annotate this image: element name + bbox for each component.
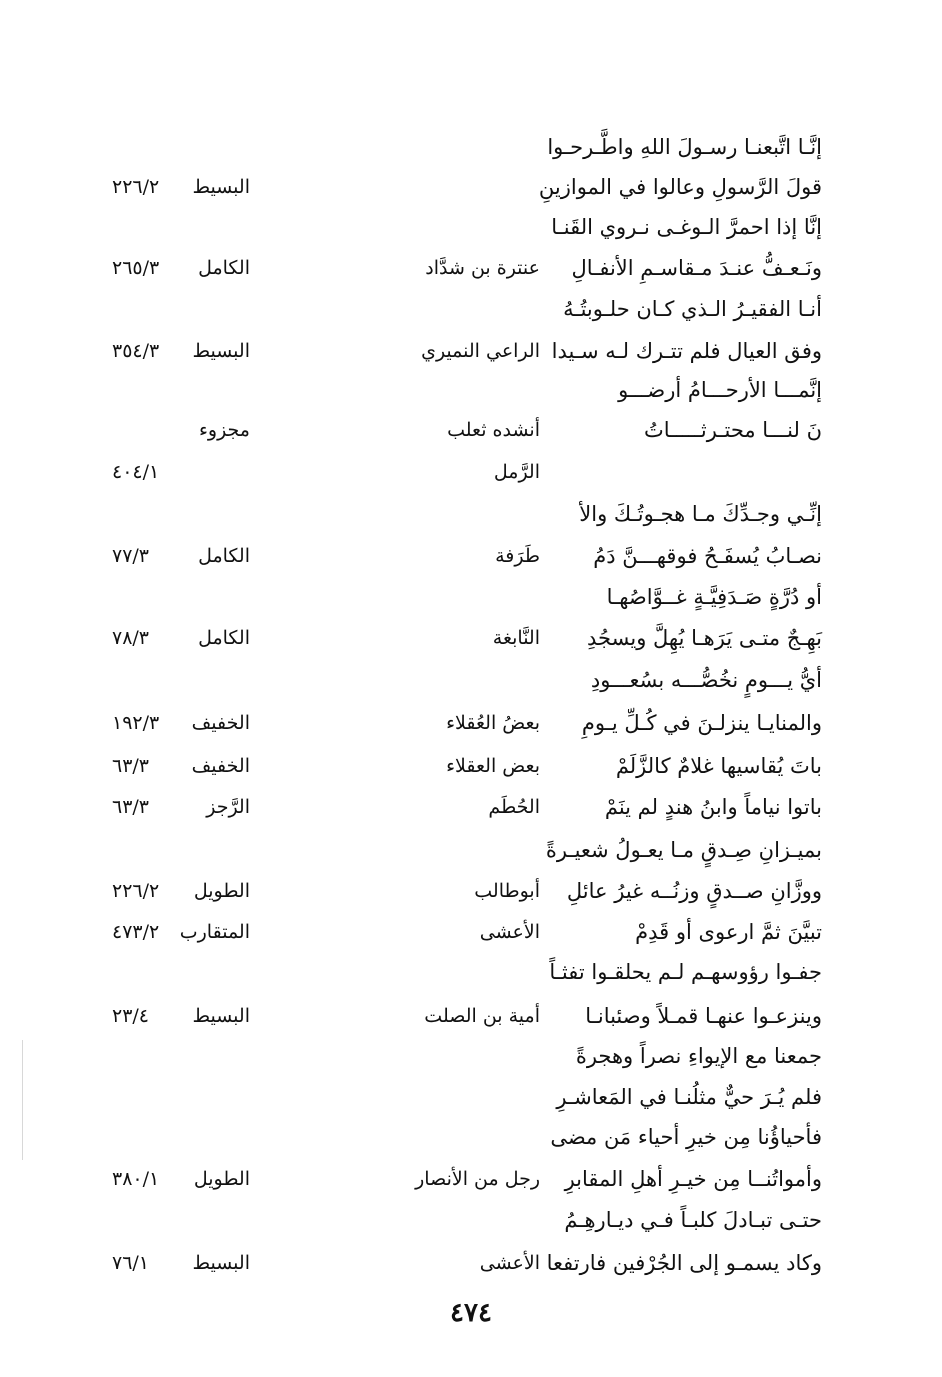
meter-name: المتقارب [179, 921, 250, 943]
volume-page-reference: ٣٨٠/١ [112, 1168, 160, 1190]
verse-row [0, 1036, 942, 1076]
verse-row [0, 331, 942, 371]
verse-row [0, 494, 942, 534]
verse-row [0, 1243, 942, 1283]
verse-text: إنَّمـــا الأرحـــامُ أرضـــو [618, 378, 822, 402]
meter-name: الرَّجز [206, 796, 250, 818]
poet-name: الراعي النميري [421, 340, 540, 362]
poet-name: الرَّمل [493, 461, 540, 483]
verse-text: إنَّـا اتَّبعنـا رسـولَ اللهِ واطَّـرحـوا [547, 135, 822, 159]
meter-name: الخفيف [191, 755, 250, 777]
verse-text: نَ لنـــا محتـرثـــــاتُ [643, 418, 822, 442]
verse-text: حتـى تبـادلَ كلبـاً فـي ديـارهِـمُ [564, 1208, 822, 1232]
page-number: ٤٧٤ [450, 1298, 492, 1328]
verse-row [0, 618, 942, 658]
meter-name: الكامل [198, 627, 250, 649]
verse-row [0, 746, 942, 786]
verse-text: باتَ يُقاسيها غلامٌ كالزَّلَمْ [615, 754, 822, 778]
verse-text: نصـابُ يُسفَـحُ فوقهـــنَّ دَمُ [593, 544, 822, 568]
volume-page-reference: ٤٧٣/٢ [112, 921, 160, 943]
volume-page-reference: ٢٢٦/٢ [112, 176, 160, 198]
verse-row [0, 1077, 942, 1117]
verse-row [0, 207, 942, 247]
volume-page-reference: ٦٣/٣ [112, 755, 150, 777]
poet-name: الأعشى [479, 1252, 540, 1274]
verse-row [0, 996, 942, 1036]
poet-name: النَّابغة [492, 627, 540, 649]
verse-text: إنَّا إذا احمرَّ الـوغـى نـروي القَنـا [551, 215, 822, 239]
poet-name: أمية بن الصلت [424, 1005, 540, 1027]
verse-text: إنِّـي وجـدِّكَ مـا هجـوتُـكَ والأ [579, 502, 822, 526]
volume-page-reference: ٧٦/١ [112, 1252, 150, 1274]
volume-page-reference: ٧٨/٣ [112, 627, 150, 649]
poet-name: الحُطَم [488, 796, 540, 818]
poet-name: الأعشى [479, 921, 540, 943]
verse-text: وكاد يسمـو إلى الجُرْفين فارتفعا [546, 1251, 822, 1275]
verse-text: تبيَّنَ ثمَّ ارعوى أو قَدِمْ [635, 920, 822, 944]
volume-page-reference: ٢٦٥/٣ [112, 257, 160, 279]
poet-name: بعض العقلاء [446, 755, 540, 777]
verse-row [0, 577, 942, 617]
meter-name: مجزوء [198, 419, 250, 441]
volume-page-reference: ٢٢٦/٢ [112, 880, 160, 902]
verse-row [0, 830, 942, 870]
verse-text: فأحياؤُنا مِن خيرِ أحياء مَن مضى [550, 1125, 822, 1149]
verse-text: جفـوا رؤوسهـم لـم يحلقـوا تفثـاً [549, 960, 822, 984]
verse-row [0, 127, 942, 167]
meter-name: البسيط [192, 1252, 250, 1274]
verse-text: وفق العيال فلم تتـرك لـه سـيدا [551, 339, 822, 363]
meter-name: الطويل [193, 880, 250, 902]
verse-row [0, 410, 942, 450]
verse-row [0, 703, 942, 743]
verse-row [0, 952, 942, 992]
verse-text: أو دُرَّةٍ صَـدَفِيَّـةٍ غــوَّاصُهـا [606, 585, 822, 609]
verse-text: باتوا نياماً وابنُ هندٍ لم ينَمْ [604, 795, 822, 819]
meter-name: الخفيف [191, 712, 250, 734]
verse-row [0, 167, 942, 207]
verse-row [0, 787, 942, 827]
verse-text: والمنايـا ينزلـنَ في كُـلِّ يـومِ [581, 711, 822, 735]
meter-name: الطويل [193, 1168, 250, 1190]
volume-page-reference: ٦٣/٣ [112, 796, 150, 818]
volume-page-reference: ١٩٢/٣ [112, 712, 160, 734]
poet-name: بعضُ العُقلاء [446, 712, 540, 734]
verse-text: بميـزانِ صِـدقٍ مـا يعـولُ شعيـرةً [545, 838, 822, 862]
poet-name: رجل من الأنصار [415, 1168, 540, 1190]
verse-text: ووزَّانِ صــدقٍ وزنُــه غيرُ عائلِ [566, 879, 822, 903]
poet-name: أبوطالب [474, 880, 540, 902]
verse-row [0, 248, 942, 288]
verse-row [0, 536, 942, 576]
verse-text: فلم يُـرَ حيٌّ مثلُنـا في المَعاشـرِ [556, 1085, 822, 1109]
meter-name: البسيط [192, 340, 250, 362]
meter-name: البسيط [192, 176, 250, 198]
verse-row [0, 912, 942, 952]
volume-page-reference: ٧٧/٣ [112, 545, 150, 567]
volume-page-reference: ٢٣/٤ [112, 1005, 150, 1027]
verse-row [0, 289, 942, 329]
verse-row [0, 1200, 942, 1240]
poet-name: طَرَفة [495, 545, 540, 567]
verse-row [0, 370, 942, 410]
verse-text: أنـا الفقيـرُ الـذي كـان حلـوبتُـهُ [563, 297, 822, 321]
verse-row [0, 1117, 942, 1157]
verse-text: ونَـعـفُّ عنـدَ مـقاسـمِ الأنفـالِ [571, 256, 822, 280]
verse-text: جمعنا مع الإيواءِ نصراً وهجرةً [575, 1044, 822, 1068]
verse-text: أيُّ يـــومٍ نخُصُّـــه بسُعـــودِ [590, 668, 822, 692]
verse-text: وينزعـوا عنهـا قمـلاً وصئبانـا [585, 1004, 822, 1028]
meter-name: الكامل [198, 257, 250, 279]
volume-page-reference: ٣٥٤/٣ [112, 340, 160, 362]
poet-name: عنترة بن شدَّاد [425, 257, 540, 279]
poet-name: أنشده ثعلب [447, 419, 540, 441]
verse-text: قولَ الرَّسولِ وعالوا في الموازينِ [538, 175, 822, 199]
verse-text: وأمواتُنــا مِن خيـرِ أهلِ المقابرِ [564, 1167, 822, 1191]
verse-row [0, 871, 942, 911]
verse-row [0, 660, 942, 700]
verse-row [0, 1159, 942, 1199]
meter-name: الكامل [198, 545, 250, 567]
volume-page-reference: ٤٠٤/١ [112, 461, 160, 483]
meter-name: البسيط [192, 1005, 250, 1027]
verse-text: بَهِـجٌ متـى يَرَهـا يُهِلَّ ويسجُدِ [587, 626, 822, 650]
verse-row [0, 452, 942, 492]
